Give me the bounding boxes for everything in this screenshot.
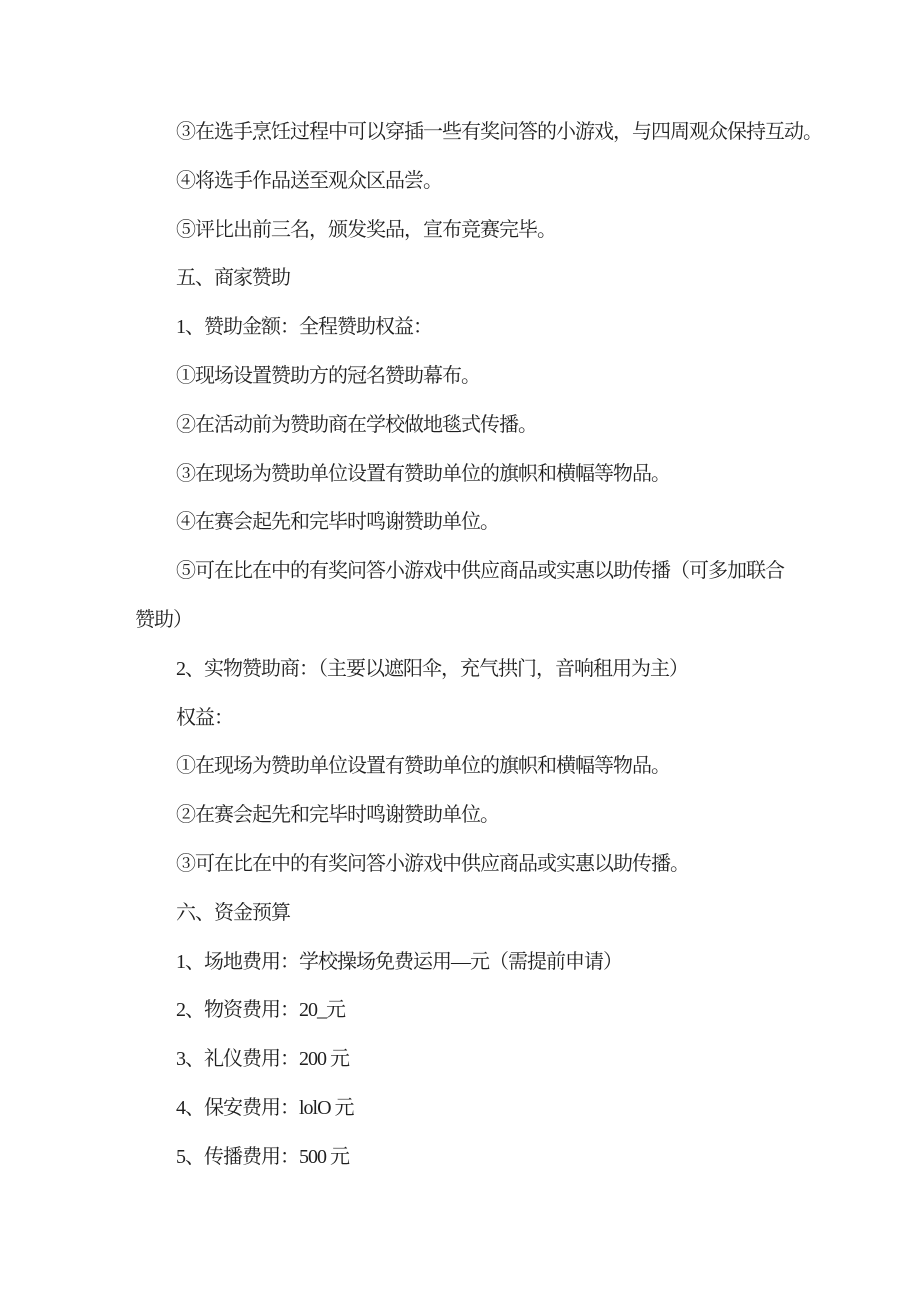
paragraph-line: ③可在比在中的有奖问答小游戏中供应商品或实惠以助传播。 xyxy=(176,852,689,875)
paragraph-line: 4、保安费用：lolO 元 xyxy=(176,1096,354,1119)
paragraph-line: ③在现场为赞助单位设置有赞助单位的旗帜和横幅等物品。 xyxy=(176,462,670,485)
paragraph-line: ②在赛会起先和完毕时鸣谢赞助单位。 xyxy=(176,804,499,827)
paragraph-line: ①在现场为赞助单位设置有赞助单位的旗帜和横幅等物品。 xyxy=(176,755,670,778)
paragraph-line: ③在选手烹饪过程中可以穿插一些有奖问答的小游戏，与四周观众保持互动。 xyxy=(176,121,822,143)
paragraph-line: 六、资金预算 xyxy=(176,901,290,924)
paragraph-line: ④在赛会起先和完毕时鸣谢赞助单位。 xyxy=(176,511,499,534)
paragraph-line: 权益： xyxy=(176,706,233,729)
paragraph-line: 3、礼仪费用：200 元 xyxy=(176,1048,349,1071)
paragraph-line: 2、物资费用：20_元 xyxy=(176,999,345,1022)
paragraph-line: ④将选手作品送至观众区品尝。 xyxy=(176,169,442,192)
paragraph-line: ①现场设置赞助方的冠名赞助幕布。 xyxy=(176,364,480,387)
paragraph-line: 1、场地费用：学校操场免费运用—元（需提前申请） xyxy=(176,950,622,973)
paragraph-line: ②在活动前为赞助商在学校做地毯式传播。 xyxy=(176,413,537,436)
paragraph-line: 赞助） xyxy=(135,608,192,631)
paragraph-line: 五、商家赞助 xyxy=(176,267,290,290)
paragraph-line: 1、赞助金额：全程赞助权益： xyxy=(176,316,432,339)
paragraph-line: ⑤评比出前三名，颁发奖品，宣布竞赛完毕。 xyxy=(176,218,556,241)
paragraph-line: 2、实物赞助商：（主要以遮阳伞，充气拱门，音响租用为主） xyxy=(176,657,688,680)
paragraph-line: 5、传播费用：500 元 xyxy=(176,1145,349,1168)
paragraph-line: ⑤可在比在中的有奖问答小游戏中供应商品或实惠以助传播（可多加联合 xyxy=(176,560,784,583)
